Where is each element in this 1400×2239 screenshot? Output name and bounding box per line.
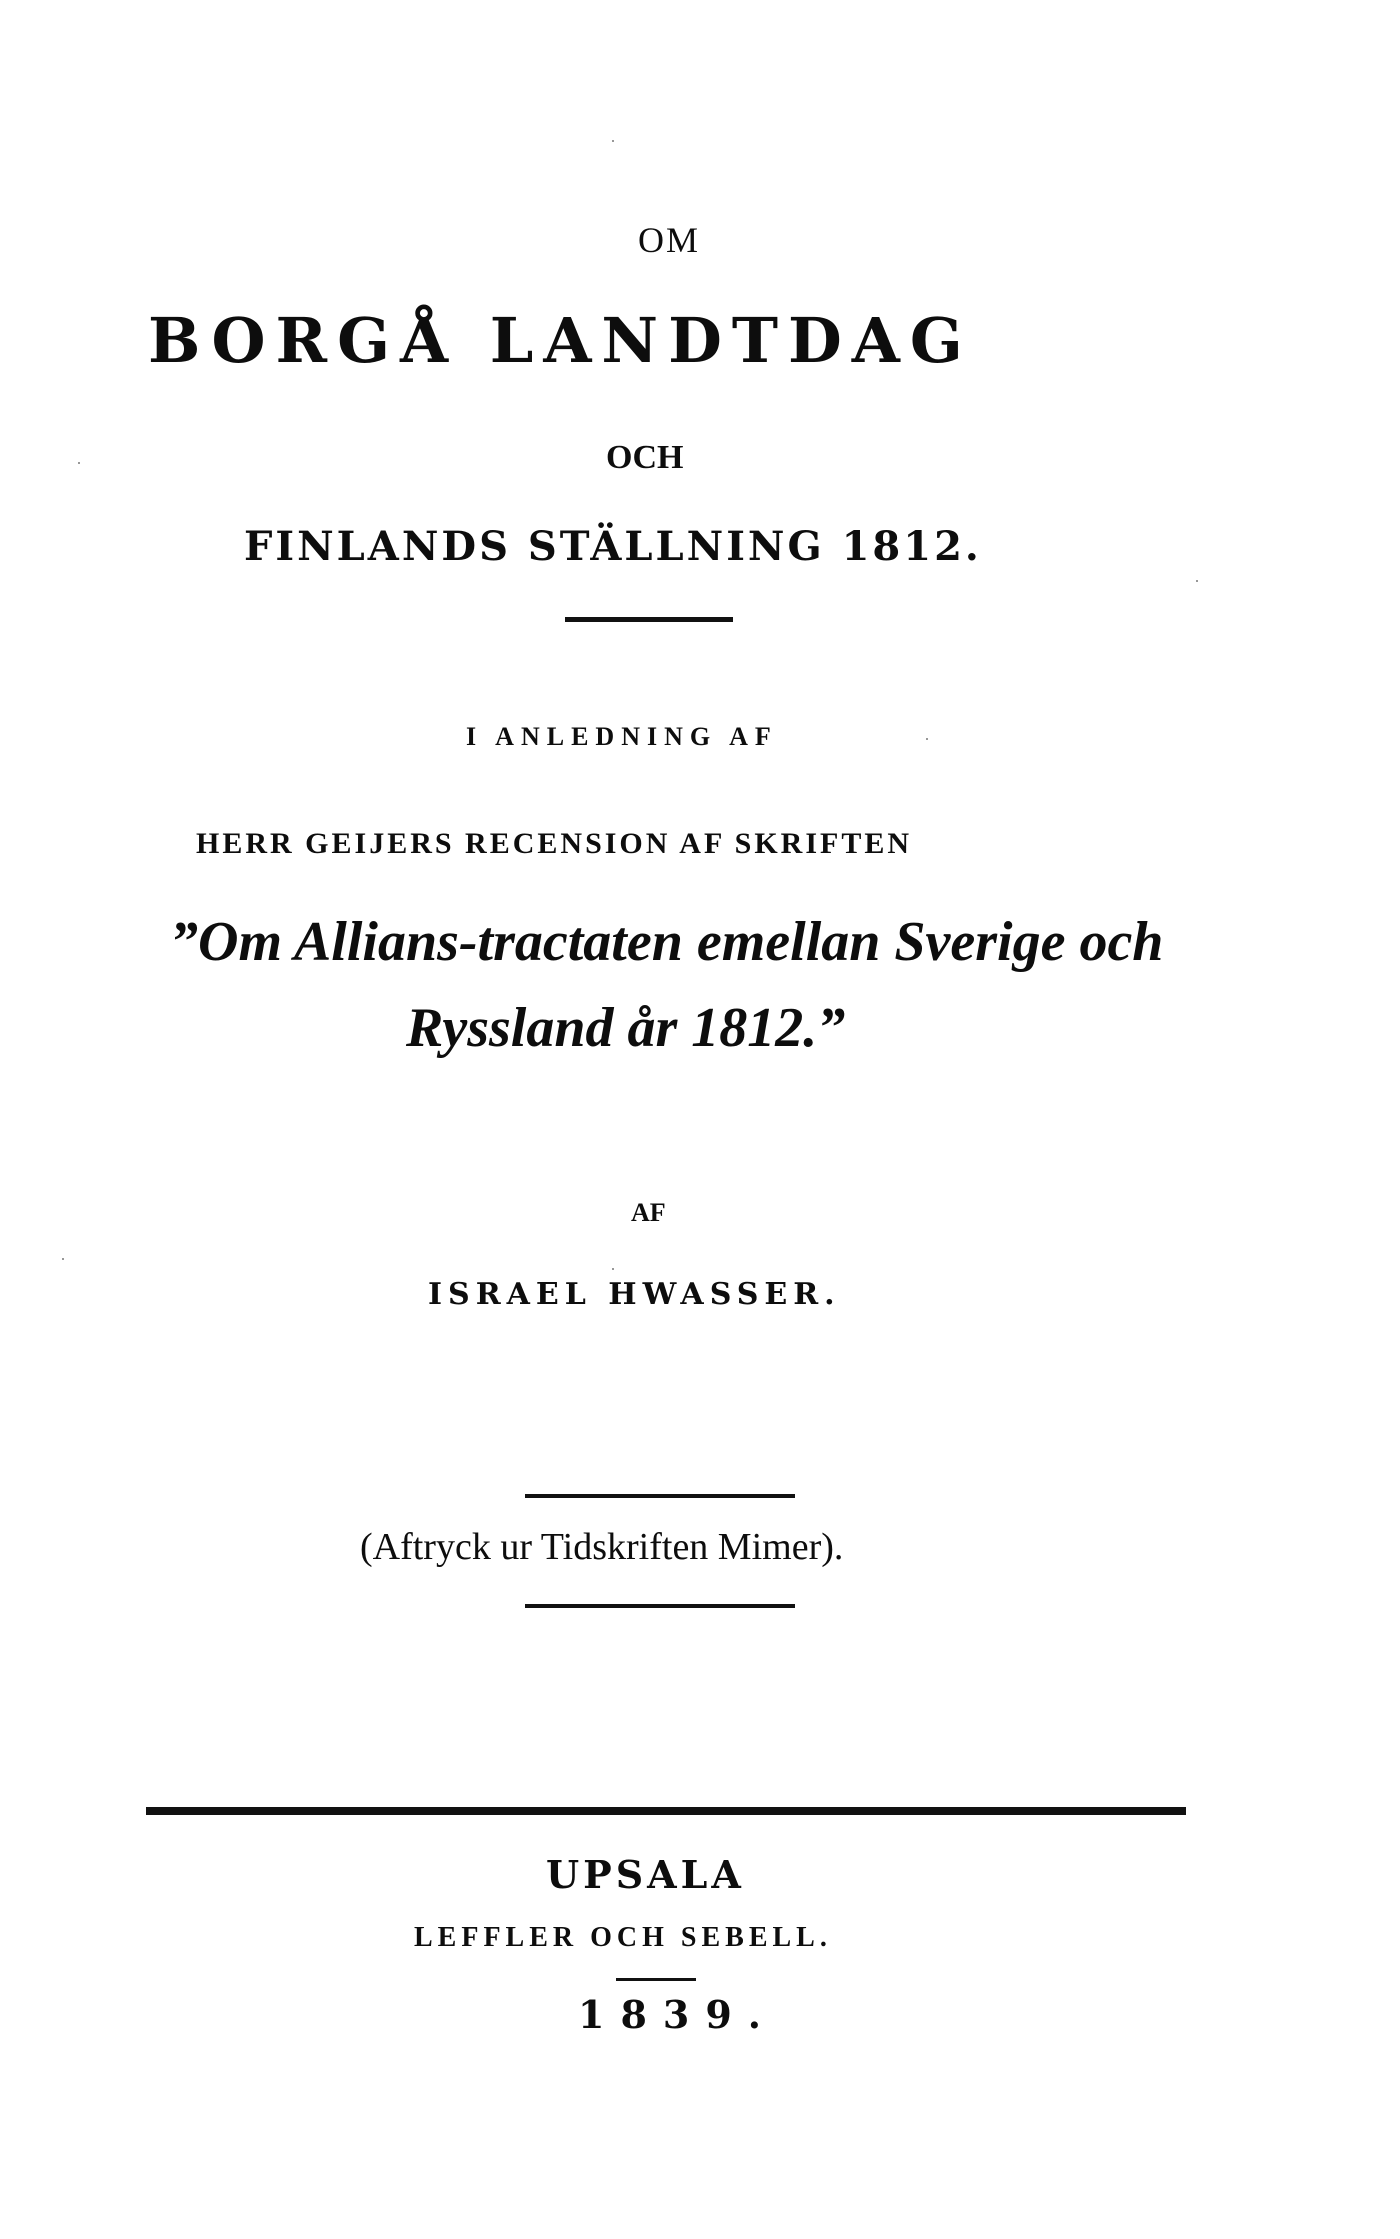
paper-speck <box>612 1268 614 1270</box>
divider-rule <box>565 617 733 622</box>
quoted-title-line-2: Ryssland år 1812.” <box>406 997 846 1059</box>
occasion-line: I ANLEDNING AF <box>466 722 778 751</box>
paper-speck <box>612 140 614 142</box>
review-line: HERR GEIJERS RECENSION AF SKRIFTEN <box>196 827 913 860</box>
paper-speck <box>62 1258 64 1260</box>
title-conjunction: OCH <box>606 439 684 476</box>
imprint-rule <box>146 1807 1186 1815</box>
divider-rule <box>616 1978 696 1981</box>
paper-speck <box>926 738 928 740</box>
paper-speck <box>78 462 80 464</box>
by-line: AF <box>631 1198 666 1227</box>
place-of-publication: UPSALA <box>546 1852 745 1897</box>
offprint-note: (Aftryck ur Tidskriften Mimer). <box>360 1526 844 1568</box>
quoted-title-line-1: ”Om Allians-tractaten emellan Sverige och <box>170 911 1164 973</box>
publisher-name: LEFFLER OCH SEBELL. <box>414 1922 832 1953</box>
publication-year: 1839. <box>578 1992 777 2037</box>
main-title: BORGÅ LANDTDAG <box>148 304 973 377</box>
paper-speck <box>1196 580 1198 582</box>
divider-rule <box>525 1604 795 1608</box>
divider-rule <box>525 1494 795 1498</box>
author-name: ISRAEL HWASSER. <box>428 1277 841 1312</box>
title-preposition: OM <box>638 220 701 260</box>
main-title-continued: FINLANDS STÄLLNING 1812. <box>244 523 982 570</box>
